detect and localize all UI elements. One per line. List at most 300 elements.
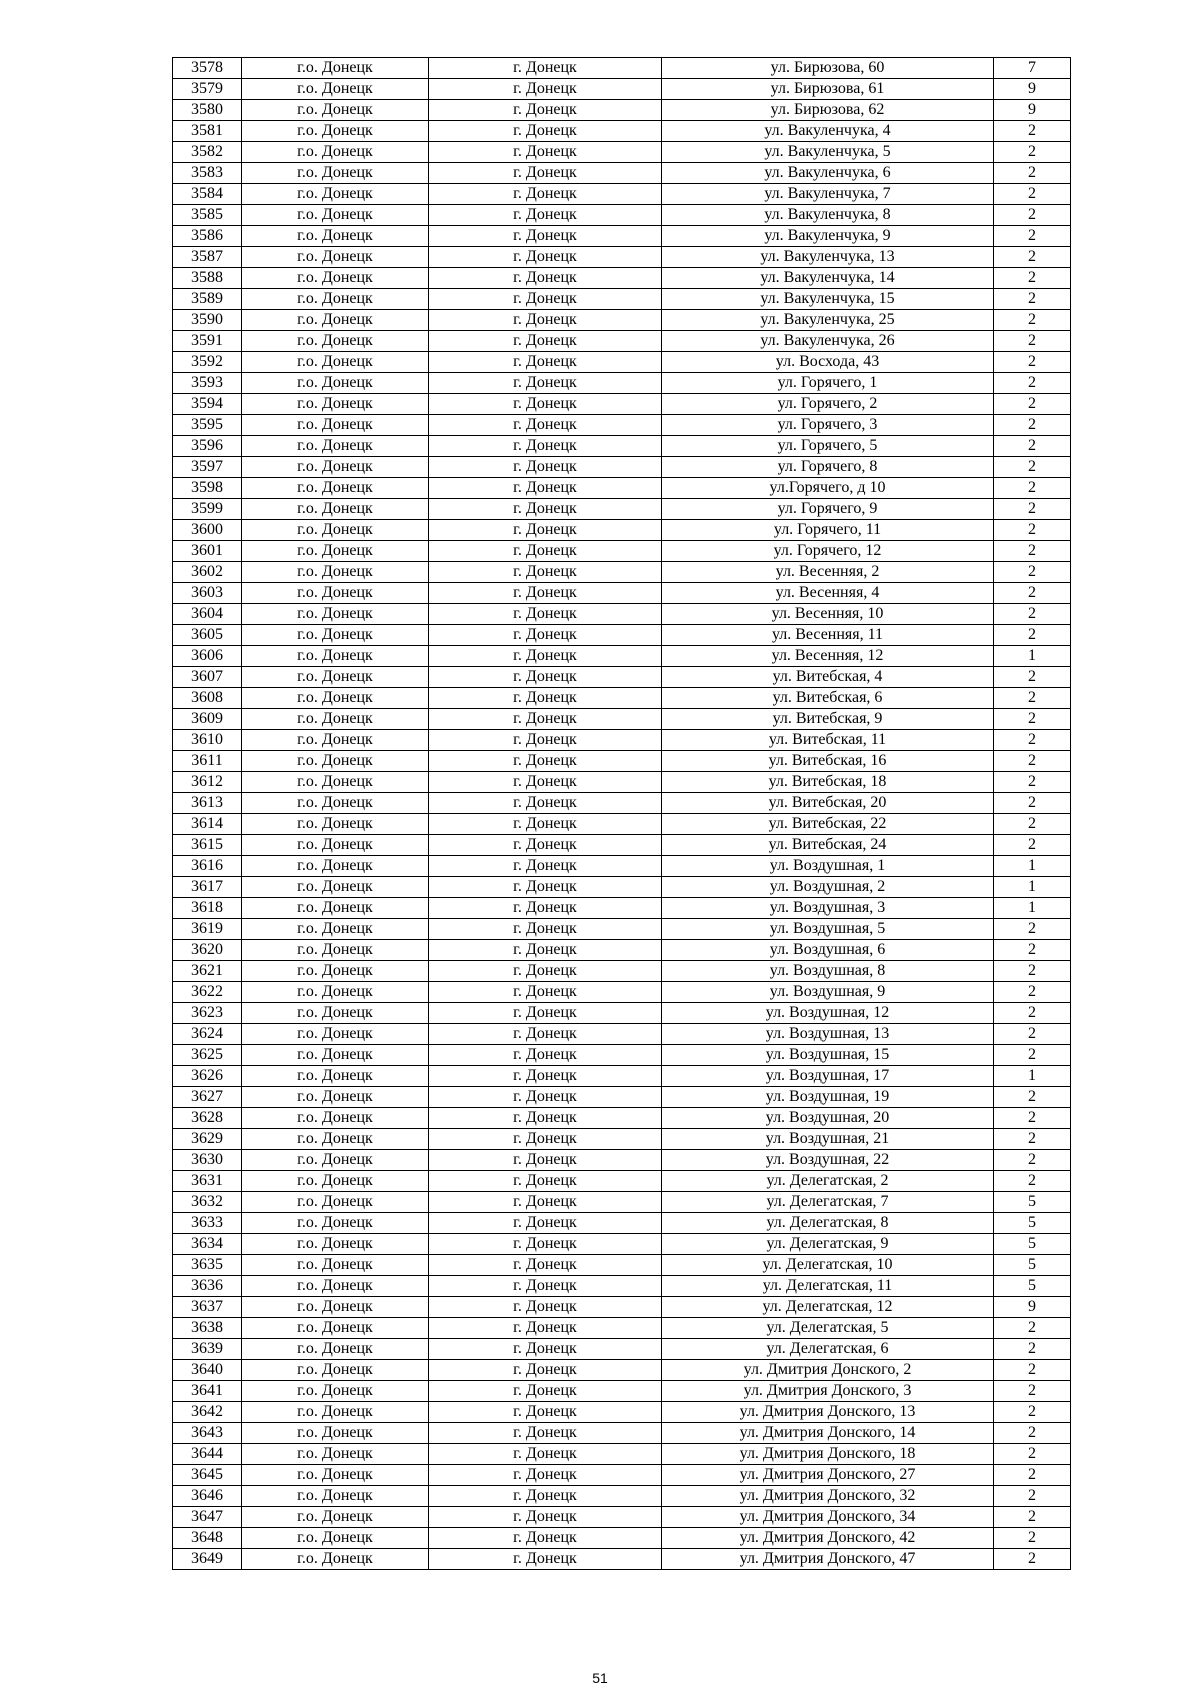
- address-cell: ул. Делегатская, 11: [662, 1276, 994, 1297]
- address-cell: ул. Воздушная, 13: [662, 1024, 994, 1045]
- count-cell: 2: [994, 583, 1071, 604]
- count-cell: 2: [994, 1150, 1071, 1171]
- city-cell: г. Донецк: [429, 730, 662, 751]
- table-body: [173, 58, 1071, 1570]
- row-number-cell: 3636: [173, 1276, 242, 1297]
- table-row: [173, 835, 1071, 856]
- district-cell: г.о. Донецк: [242, 373, 429, 394]
- district-cell: г.о. Донецк: [242, 1486, 429, 1507]
- count-cell: 2: [994, 1381, 1071, 1402]
- row-number-cell: 3579: [173, 79, 242, 100]
- row-number-cell: 3603: [173, 583, 242, 604]
- district-cell: г.о. Донецк: [242, 1255, 429, 1276]
- address-cell: ул. Горячего, 9: [662, 499, 994, 520]
- city-cell: г. Донецк: [429, 478, 662, 499]
- address-cell: ул. Вакуленчука, 8: [662, 205, 994, 226]
- count-cell: 2: [994, 1507, 1071, 1528]
- address-cell: ул. Дмитрия Донского, 32: [662, 1486, 994, 1507]
- count-cell: 2: [994, 1402, 1071, 1423]
- district-cell: г.о. Донецк: [242, 415, 429, 436]
- city-cell: г. Донецк: [429, 331, 662, 352]
- address-cell: ул. Вакуленчука, 13: [662, 247, 994, 268]
- row-number-cell: 3609: [173, 709, 242, 730]
- count-cell: 5: [994, 1234, 1071, 1255]
- district-cell: г.о. Донецк: [242, 1507, 429, 1528]
- row-number-cell: 3618: [173, 898, 242, 919]
- city-cell: г. Донецк: [429, 877, 662, 898]
- address-cell: ул. Воздушная, 5: [662, 919, 994, 940]
- address-cell: ул. Бирюзова, 60: [662, 58, 994, 79]
- address-cell: ул. Весенняя, 12: [662, 646, 994, 667]
- city-cell: г. Донецк: [429, 247, 662, 268]
- row-number-cell: 3633: [173, 1213, 242, 1234]
- table-row: [173, 184, 1071, 205]
- address-cell: ул. Горячего, 12: [662, 541, 994, 562]
- table-row: [173, 1381, 1071, 1402]
- district-cell: г.о. Донецк: [242, 772, 429, 793]
- row-number-cell: 3581: [173, 121, 242, 142]
- table-row: [173, 1318, 1071, 1339]
- row-number-cell: 3612: [173, 772, 242, 793]
- table-row: [173, 667, 1071, 688]
- district-cell: г.о. Донецк: [242, 520, 429, 541]
- row-number-cell: 3635: [173, 1255, 242, 1276]
- count-cell: 2: [994, 940, 1071, 961]
- count-cell: 2: [994, 1549, 1071, 1570]
- district-cell: г.о. Донецк: [242, 646, 429, 667]
- row-number-cell: 3590: [173, 310, 242, 331]
- district-cell: г.о. Донецк: [242, 1045, 429, 1066]
- city-cell: г. Донецк: [429, 100, 662, 121]
- count-cell: 2: [994, 331, 1071, 352]
- address-cell: ул. Восхода, 43: [662, 352, 994, 373]
- row-number-cell: 3606: [173, 646, 242, 667]
- address-cell: ул. Витебская, 20: [662, 793, 994, 814]
- district-cell: г.о. Донецк: [242, 1024, 429, 1045]
- count-cell: 2: [994, 205, 1071, 226]
- district-cell: г.о. Донецк: [242, 940, 429, 961]
- table-row: [173, 205, 1071, 226]
- district-cell: г.о. Донецк: [242, 814, 429, 835]
- city-cell: г. Донецк: [429, 646, 662, 667]
- address-cell: ул. Делегатская, 7: [662, 1192, 994, 1213]
- table-row: [173, 961, 1071, 982]
- count-cell: 2: [994, 352, 1071, 373]
- table-row: [173, 415, 1071, 436]
- city-cell: г. Донецк: [429, 163, 662, 184]
- table-row: [173, 1150, 1071, 1171]
- row-number-cell: 3642: [173, 1402, 242, 1423]
- district-cell: г.о. Донецк: [242, 310, 429, 331]
- row-number-cell: 3646: [173, 1486, 242, 1507]
- address-cell: ул. Горячего, 8: [662, 457, 994, 478]
- row-number-cell: 3591: [173, 331, 242, 352]
- row-number-cell: 3580: [173, 100, 242, 121]
- address-cell: ул. Весенняя, 4: [662, 583, 994, 604]
- row-number-cell: 3634: [173, 1234, 242, 1255]
- address-cell: ул. Воздушная, 17: [662, 1066, 994, 1087]
- address-cell: ул. Вакуленчука, 6: [662, 163, 994, 184]
- count-cell: 2: [994, 1003, 1071, 1024]
- district-cell: г.о. Донецк: [242, 184, 429, 205]
- table-row: [173, 1234, 1071, 1255]
- city-cell: г. Донецк: [429, 457, 662, 478]
- count-cell: 5: [994, 1255, 1071, 1276]
- page-number: 51: [592, 1670, 608, 1686]
- count-cell: 2: [994, 1339, 1071, 1360]
- address-cell: ул. Витебская, 18: [662, 772, 994, 793]
- district-cell: г.о. Донецк: [242, 1549, 429, 1570]
- city-cell: г. Донецк: [429, 541, 662, 562]
- city-cell: г. Донецк: [429, 982, 662, 1003]
- district-cell: г.о. Донецк: [242, 1402, 429, 1423]
- address-cell: ул. Дмитрия Донского, 27: [662, 1465, 994, 1486]
- address-cell: ул. Воздушная, 6: [662, 940, 994, 961]
- district-cell: г.о. Донецк: [242, 919, 429, 940]
- district-cell: г.о. Донецк: [242, 1423, 429, 1444]
- table-row: [173, 562, 1071, 583]
- count-cell: 9: [994, 1297, 1071, 1318]
- city-cell: г. Донецк: [429, 226, 662, 247]
- district-cell: г.о. Донецк: [242, 1234, 429, 1255]
- count-cell: 2: [994, 814, 1071, 835]
- city-cell: г. Донецк: [429, 184, 662, 205]
- address-cell: ул. Дмитрия Донского, 2: [662, 1360, 994, 1381]
- table-row: [173, 1549, 1071, 1570]
- row-number-cell: 3645: [173, 1465, 242, 1486]
- row-number-cell: 3605: [173, 625, 242, 646]
- district-cell: г.о. Донецк: [242, 1381, 429, 1402]
- count-cell: 2: [994, 961, 1071, 982]
- city-cell: г. Донецк: [429, 793, 662, 814]
- table-row: [173, 982, 1071, 1003]
- row-number-cell: 3619: [173, 919, 242, 940]
- district-cell: г.о. Донецк: [242, 247, 429, 268]
- district-cell: г.о. Донецк: [242, 793, 429, 814]
- table-row: [173, 814, 1071, 835]
- row-number-cell: 3595: [173, 415, 242, 436]
- address-cell: ул. Горячего, 1: [662, 373, 994, 394]
- address-cell: ул. Вакуленчука, 14: [662, 268, 994, 289]
- table-row: [173, 520, 1071, 541]
- row-number-cell: 3586: [173, 226, 242, 247]
- row-number-cell: 3625: [173, 1045, 242, 1066]
- city-cell: г. Донецк: [429, 310, 662, 331]
- count-cell: 2: [994, 1465, 1071, 1486]
- row-number-cell: 3617: [173, 877, 242, 898]
- count-cell: 2: [994, 1129, 1071, 1150]
- city-cell: г. Донецк: [429, 1087, 662, 1108]
- table-row: [173, 79, 1071, 100]
- address-cell: ул. Вакуленчука, 7: [662, 184, 994, 205]
- row-number-cell: 3584: [173, 184, 242, 205]
- table-row: [173, 688, 1071, 709]
- table-row: [173, 1213, 1071, 1234]
- city-cell: г. Донецк: [429, 1381, 662, 1402]
- table-row: [173, 1045, 1071, 1066]
- table-row: [173, 1423, 1071, 1444]
- count-cell: 2: [994, 310, 1071, 331]
- address-cell: ул. Весенняя, 2: [662, 562, 994, 583]
- row-number-cell: 3631: [173, 1171, 242, 1192]
- count-cell: 5: [994, 1192, 1071, 1213]
- row-number-cell: 3629: [173, 1129, 242, 1150]
- count-cell: 5: [994, 1276, 1071, 1297]
- count-cell: 2: [994, 457, 1071, 478]
- district-cell: г.о. Донецк: [242, 709, 429, 730]
- address-cell: ул. Воздушная, 1: [662, 856, 994, 877]
- table-row: [173, 436, 1071, 457]
- address-cell: ул. Вакуленчука, 25: [662, 310, 994, 331]
- row-number-cell: 3630: [173, 1150, 242, 1171]
- row-number-cell: 3640: [173, 1360, 242, 1381]
- address-cell: ул. Горячего, 5: [662, 436, 994, 457]
- table-row: [173, 1486, 1071, 1507]
- row-number-cell: 3597: [173, 457, 242, 478]
- district-cell: г.о. Донецк: [242, 688, 429, 709]
- table-row: [173, 1297, 1071, 1318]
- count-cell: 2: [994, 730, 1071, 751]
- district-cell: г.о. Донецк: [242, 1108, 429, 1129]
- city-cell: г. Донецк: [429, 1528, 662, 1549]
- count-cell: 2: [994, 562, 1071, 583]
- row-number-cell: 3599: [173, 499, 242, 520]
- row-number-cell: 3585: [173, 205, 242, 226]
- count-cell: 2: [994, 604, 1071, 625]
- city-cell: г. Донецк: [429, 814, 662, 835]
- city-cell: г. Донецк: [429, 436, 662, 457]
- row-number-cell: 3601: [173, 541, 242, 562]
- row-number-cell: 3622: [173, 982, 242, 1003]
- row-number-cell: 3632: [173, 1192, 242, 1213]
- district-cell: г.о. Донецк: [242, 583, 429, 604]
- count-cell: 1: [994, 898, 1071, 919]
- count-cell: 2: [994, 1423, 1071, 1444]
- city-cell: г. Донецк: [429, 1150, 662, 1171]
- address-cell: ул. Весенняя, 11: [662, 625, 994, 646]
- table-row: [173, 163, 1071, 184]
- row-number-cell: 3621: [173, 961, 242, 982]
- city-cell: г. Донецк: [429, 289, 662, 310]
- district-cell: г.о. Донецк: [242, 79, 429, 100]
- count-cell: 2: [994, 268, 1071, 289]
- city-cell: г. Донецк: [429, 1465, 662, 1486]
- count-cell: 2: [994, 667, 1071, 688]
- count-cell: 2: [994, 184, 1071, 205]
- city-cell: г. Донецк: [429, 121, 662, 142]
- count-cell: 2: [994, 247, 1071, 268]
- city-cell: г. Донецк: [429, 1297, 662, 1318]
- address-cell: ул. Воздушная, 22: [662, 1150, 994, 1171]
- district-cell: г.о. Донецк: [242, 835, 429, 856]
- district-cell: г.о. Донецк: [242, 142, 429, 163]
- address-cell: ул. Воздушная, 15: [662, 1045, 994, 1066]
- count-cell: 1: [994, 646, 1071, 667]
- city-cell: г. Донецк: [429, 1024, 662, 1045]
- district-cell: г.о. Донецк: [242, 1066, 429, 1087]
- row-number-cell: 3626: [173, 1066, 242, 1087]
- district-cell: г.о. Донецк: [242, 1297, 429, 1318]
- row-number-cell: 3610: [173, 730, 242, 751]
- row-number-cell: 3627: [173, 1087, 242, 1108]
- district-cell: г.о. Донецк: [242, 562, 429, 583]
- city-cell: г. Донецк: [429, 1045, 662, 1066]
- row-number-cell: 3596: [173, 436, 242, 457]
- district-cell: г.о. Донецк: [242, 1465, 429, 1486]
- address-cell: ул. Горячего, 3: [662, 415, 994, 436]
- district-cell: г.о. Донецк: [242, 289, 429, 310]
- district-cell: г.о. Донецк: [242, 163, 429, 184]
- table-row: [173, 268, 1071, 289]
- city-cell: г. Донецк: [429, 1129, 662, 1150]
- table-row: [173, 751, 1071, 772]
- table-row: [173, 919, 1071, 940]
- table-row: [173, 1024, 1071, 1045]
- count-cell: 2: [994, 499, 1071, 520]
- district-cell: г.о. Донецк: [242, 877, 429, 898]
- table-row: [173, 856, 1071, 877]
- district-cell: г.о. Донецк: [242, 1192, 429, 1213]
- city-cell: г. Донецк: [429, 1234, 662, 1255]
- count-cell: 2: [994, 688, 1071, 709]
- city-cell: г. Донецк: [429, 1402, 662, 1423]
- table-row: [173, 1129, 1071, 1150]
- district-cell: г.о. Донецк: [242, 751, 429, 772]
- table-row: [173, 352, 1071, 373]
- count-cell: 1: [994, 856, 1071, 877]
- count-cell: 2: [994, 1171, 1071, 1192]
- district-cell: г.о. Донецк: [242, 121, 429, 142]
- row-number-cell: 3588: [173, 268, 242, 289]
- row-number-cell: 3643: [173, 1423, 242, 1444]
- table-row: [173, 100, 1071, 121]
- address-cell: ул. Дмитрия Донского, 14: [662, 1423, 994, 1444]
- city-cell: г. Донецк: [429, 562, 662, 583]
- city-cell: г. Донецк: [429, 961, 662, 982]
- district-cell: г.о. Донецк: [242, 205, 429, 226]
- district-cell: г.о. Донецк: [242, 499, 429, 520]
- city-cell: г. Донецк: [429, 1003, 662, 1024]
- address-cell: ул. Делегатская, 9: [662, 1234, 994, 1255]
- count-cell: 2: [994, 1486, 1071, 1507]
- count-cell: 2: [994, 394, 1071, 415]
- city-cell: г. Донецк: [429, 415, 662, 436]
- address-cell: ул. Делегатская, 12: [662, 1297, 994, 1318]
- table-row: [173, 1507, 1071, 1528]
- count-cell: 2: [994, 1024, 1071, 1045]
- address-cell: ул. Весенняя, 10: [662, 604, 994, 625]
- count-cell: 2: [994, 541, 1071, 562]
- row-number-cell: 3639: [173, 1339, 242, 1360]
- city-cell: г. Донецк: [429, 1507, 662, 1528]
- district-cell: г.о. Донецк: [242, 58, 429, 79]
- address-cell: ул. Воздушная, 21: [662, 1129, 994, 1150]
- count-cell: 2: [994, 709, 1071, 730]
- city-cell: г. Донецк: [429, 898, 662, 919]
- table-row: [173, 1066, 1071, 1087]
- count-cell: 9: [994, 79, 1071, 100]
- city-cell: г. Донецк: [429, 625, 662, 646]
- address-cell: ул. Воздушная, 9: [662, 982, 994, 1003]
- city-cell: г. Донецк: [429, 1486, 662, 1507]
- row-number-cell: 3594: [173, 394, 242, 415]
- row-number-cell: 3578: [173, 58, 242, 79]
- row-number-cell: 3602: [173, 562, 242, 583]
- table-row: [173, 1255, 1071, 1276]
- count-cell: 1: [994, 1066, 1071, 1087]
- count-cell: 2: [994, 415, 1071, 436]
- city-cell: г. Донецк: [429, 142, 662, 163]
- district-cell: г.о. Донецк: [242, 478, 429, 499]
- row-number-cell: 3607: [173, 667, 242, 688]
- address-cell: ул. Витебская, 9: [662, 709, 994, 730]
- table-row: [173, 1339, 1071, 1360]
- count-cell: 2: [994, 1108, 1071, 1129]
- row-number-cell: 3620: [173, 940, 242, 961]
- address-cell: ул.Горячего, д 10: [662, 478, 994, 499]
- table-row: [173, 499, 1071, 520]
- table-row: [173, 1360, 1071, 1381]
- district-cell: г.о. Донецк: [242, 1360, 429, 1381]
- address-cell: ул. Воздушная, 12: [662, 1003, 994, 1024]
- address-cell: ул. Делегатская, 10: [662, 1255, 994, 1276]
- district-cell: г.о. Донецк: [242, 961, 429, 982]
- row-number-cell: 3644: [173, 1444, 242, 1465]
- district-cell: г.о. Донецк: [242, 541, 429, 562]
- row-number-cell: 3587: [173, 247, 242, 268]
- row-number-cell: 3593: [173, 373, 242, 394]
- district-cell: г.о. Донецк: [242, 1276, 429, 1297]
- count-cell: 2: [994, 1528, 1071, 1549]
- city-cell: г. Донецк: [429, 751, 662, 772]
- row-number-cell: 3647: [173, 1507, 242, 1528]
- count-cell: 2: [994, 793, 1071, 814]
- table-row: [173, 310, 1071, 331]
- table-row: [173, 1444, 1071, 1465]
- count-cell: 7: [994, 58, 1071, 79]
- table-row: [173, 1171, 1071, 1192]
- city-cell: г. Донецк: [429, 688, 662, 709]
- row-number-cell: 3614: [173, 814, 242, 835]
- district-cell: г.о. Донецк: [242, 1003, 429, 1024]
- district-cell: г.о. Донецк: [242, 1129, 429, 1150]
- address-cell: ул. Делегатская, 2: [662, 1171, 994, 1192]
- city-cell: г. Донецк: [429, 835, 662, 856]
- count-cell: 2: [994, 835, 1071, 856]
- address-cell: ул. Делегатская, 5: [662, 1318, 994, 1339]
- district-cell: г.о. Донецк: [242, 1444, 429, 1465]
- count-cell: 2: [994, 289, 1071, 310]
- table-row: [173, 1402, 1071, 1423]
- row-number-cell: 3623: [173, 1003, 242, 1024]
- city-cell: г. Донецк: [429, 1339, 662, 1360]
- district-cell: г.о. Донецк: [242, 730, 429, 751]
- row-number-cell: 3598: [173, 478, 242, 499]
- address-cell: ул. Дмитрия Донского, 3: [662, 1381, 994, 1402]
- count-cell: 2: [994, 226, 1071, 247]
- address-cell: ул. Витебская, 16: [662, 751, 994, 772]
- row-number-cell: 3589: [173, 289, 242, 310]
- table-row: [173, 583, 1071, 604]
- address-cell: ул. Дмитрия Донского, 42: [662, 1528, 994, 1549]
- city-cell: г. Донецк: [429, 1255, 662, 1276]
- count-cell: 2: [994, 982, 1071, 1003]
- city-cell: г. Донецк: [429, 1066, 662, 1087]
- table-row: [173, 793, 1071, 814]
- count-cell: 2: [994, 520, 1071, 541]
- address-cell: ул. Горячего, 2: [662, 394, 994, 415]
- city-cell: г. Донецк: [429, 1213, 662, 1234]
